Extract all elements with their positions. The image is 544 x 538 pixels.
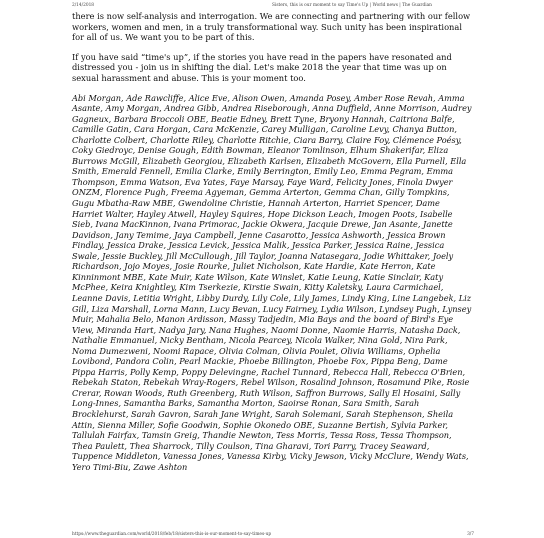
print-header xyxy=(72,3,474,11)
article-body xyxy=(72,11,472,481)
print-date: 2/14/2018 xyxy=(72,3,95,8)
page-number: 3/7 xyxy=(467,532,474,537)
signatories-list: Abi Morgan, Ade Rawcliffe, Alice Eve, Alison Owen, Amanda Posey, Amber Rose Revah, Amma Asante, Amy Morgan, Andrea Gibb, Andrea Riseborough, Anna Duffield, Anne Morrison, Audrey Gagneux, Barbara Broccoli OBE, Beatie Edney, Brett Tyne, Bryony Hannah, Caitriona Balfe, Camille Gatin, Cara Horgan, Cara McKenzie, Carey Mulligan, Caroline Levy, Chanya Button, Charlotte Colbert, Charlotte Riley, Charlotte Ritchie, Ciara Barry, Claire Foy, Clémence Poésy, Coky Giedroyc, Denise Gough, Edith Bowman, Eleanor Tomlinson, Elhum Shakerifar, Eliza Burrows McGill, Elizabeth Georgiou, Elizabeth Karlsen, Elizabeth McGovern, Ella Purnell, Ella Smith, Emerald Fennell, Emilia Clarke, Emily Berrington, Emily Leo, Emma Pegram, Emma Thompson, Emma Watson, Eva Yates, Faye Marsay, Faye Ward, Felicity Jones, Finola Dwyer ONZM, Florence Pugh, Freema Agyeman, Gemma Arterton, Gemma Chan, Gilly Tompkins, Gugu Mbatha-Raw MBE, Gwendoline Christie, Hannah Arterton, Harriet Spencer, Dame Harriet Walter, Hayley Atwell, Hayley Squires, Hope Dickson Leach, Imogen Poots, Isabelle Sieb, Ivana MacKinnon, Ivana Primorac, Jackie Okwera, Jacquie Drewe, Jan Asante, Janette Davidson, Jany Temime, Jaya Campbell, Jenne Casarotto, Jessica Ashworth, Jessica Brown Findlay, Jessica Drake, Jessica Levick, Jessica Malik, Jessica Parker, Jessica Raine, Jessica Swale, Jessie Buckley, Jill McCullough, Jill Taylor, Joanna Natasegara, Jodie Whittaker, Joely Richardson, Jojo Moyes, Josie Rourke, Juliet Nicholson, Kate Hardie, Kate Herron, Kate Kinninmont MBE, Kate Muir, Kate Wilson, Kate Winslet, Katie Leung, Katie Sinclair, Katy McPhee, Keira Knightley, Kim Tserkezie, Kirstie Swain, Kitty Kaletsky, Laura Carmichael, Leanne Davis, Letitia Wright, Libby Durdy, Lily Cole, Lily James, Lindy King, Line Langebek, Liz Gill, Liza Marshall, Lorna Mann, Lucy Bevan, Lucy Fairney, Lydia Wilson, Lyndsey Pugh, Lynsey Muir, Mahalia Belo, Manon Ardisson, Massy Tadjedin, Mia Bays and the board of Bird's Eye View, Miranda Hart, Nadya Jary, Nana Hughes, Naomi Donne, Naomie Harris, Natasha Dack, Nathalie Emmanuel, Nicky Bentham, Nicola Pearcey, Nicola Walker, Nina Gold, Nira Park, Noma Dumezweni, Noomi Rapace, Olivia Colman, Olivia Poulet, Olivia Williams, Ophelia Lovibond, Pandora Colin, Pearl Mackie, Phoebe Billington, Phoebe Fox, Pippa Beng, Dame Pippa Harris, Polly Kemp, Poppy Delevingne, Rachel Tunnard, Rebecca Hall, Rebecca O'Brien, Rebekah Staton, Rebekah Wray-Rogers, Rebel Wilson, Rosalind Johnson, Rosamund Pike, Rosie Crerar, Rowan Woods, Ruth Greenberg, Ruth Wilson, Saffron Burrows, Sally El Hosaini, Sally Long-Innes, Samantha Barks, Samantha Morton, Saoirse Ronan, Sara Smith, Sarah Brocklehurst, Sarah Gavron, Sarah Jane Wright, Sarah Solemani, Sarah Stephenson, Sheila Attin, Sienna Miller, Sofie Goodwin, Sophie Okonedo OBE, Suzanne Bertish, Sylvia Parker, Tallulah Fairfax, Tamsin Greig, Thandie Newton, Tess Morris, Tessa Ross, Tessa Thompson, Thea Paulett, Thea Sharrock, Tilly Coulson, Tina Gharavi, Tori Parry, Tracey Seaward, Tuppence Middleton, Vanessa Jones, Vanessa Kirby, Vicky Jewson, Vicky McClure, Wendy Wats, Yero Timi-Biu, Zawe Ashton xyxy=(72,92,472,472)
paragraph-unity: there is now self-analysis and interrogation. We are connecting and partnering with our fellow workers, women and men, in a truly transformational way. Such unity has been inspirational for all of us. We want you to be part of this. xyxy=(72,11,471,43)
paragraph-call-to-action: If you have said “time's up”, if the stories you have read in the papers have resonated and distressed you - join us in shifting the dial. Let's make 2018 the year that time was up on sexual harassment and abuse. This is your moment too. xyxy=(72,51,452,83)
print-page-title: Sisters, this is our moment to say Time's Up | World news | The Guardian xyxy=(272,3,432,8)
print-footer xyxy=(72,532,474,538)
print-url: https://www.theguardian.com/world/2018/feb/18/sisters-this-is-our-moment-to-say-times-up xyxy=(72,532,272,537)
